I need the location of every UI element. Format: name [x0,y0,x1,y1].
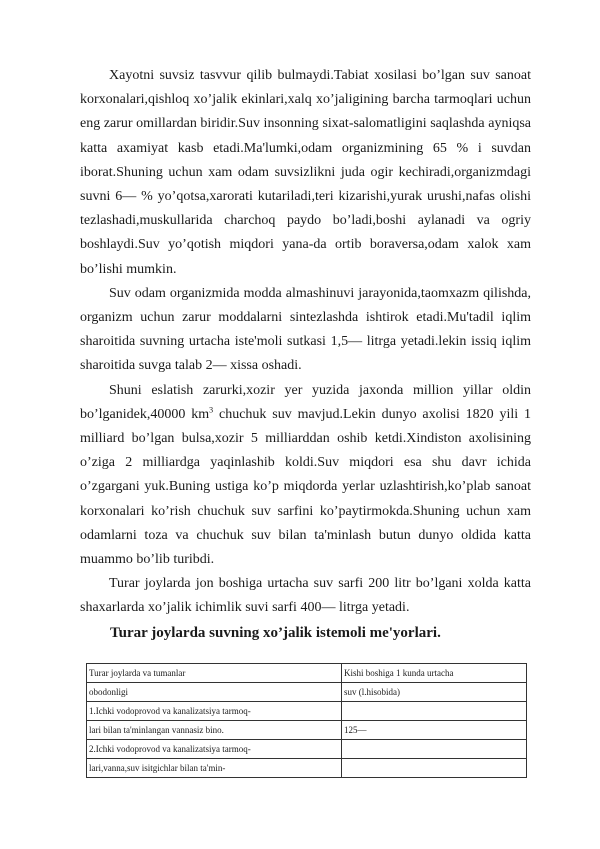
table-row [87,759,527,778]
table-cell: suv (l.hisobida) [342,683,527,702]
paragraph-3-end: chuchuk suv mavjud.Lekin dunyo axolisi 1820 yili 1 milliard bo’lgan bulsa,xozir 5 milliarddan oshib ketdi.Xindiston axolisining o’ziga 2 milliardga yaqinlashib koldi.Suv miqdori esa shu davr ichida o’zgargani yuk.Buning ustiga ko’p miqdorda yerlar uzlashtirish,ko’plab sanoat korxonalari ko’rish chuchuk suv sarfini ko’paytirmokda.Shuning uchun xam odamlarni toza va chuchuk suv bilan ta'minlash butun dunyo oldida katta muammo bo’lib turibdi. [80,406,531,568]
table-cell [342,759,527,778]
body-text [80,64,531,621]
table-cell: 1.Ichki vodoprovod va kanalizatsiya tarmoq- [87,702,342,721]
table-row [87,721,527,740]
cubic-superscript: 3 [209,405,214,415]
table-cell: 125— [342,721,527,740]
table-cell: lari,vanna,suv isitgichlar bilan ta'min- [87,759,342,778]
table-cell: Turar joylarda va tumanlar [87,664,342,683]
table-cell [342,740,527,759]
table-cell: Kishi boshiga 1 kunda urtacha [342,664,527,683]
paragraph-3 [80,379,531,573]
table-title: Turar joylarda suvning xo’jalik istemoli me'yorlari. [110,625,441,641]
paragraph-3-start: Shuni eslatish zarurki,xozir yer yuzida jaxonda million yillar oldin bo’lganidek,40000 km [80,382,531,422]
table-cell: obodonligi [87,683,342,702]
table-row [87,683,527,702]
paragraph-2: Suv odam organizmida modda almashinuvi jarayonida,taomxazm qilishda, organizm uchun zarur moddalarni sintezlashda ishtirok etadi.Mu'tadil iqlim sharoitida suvning urtacha iste'moli sutkasi 1,5— litrga yetadi.lekin issiq iqlim sharoitida suvga talab 2— xissa oshadi. [80,285,531,374]
paragraph-4: Turar joylarda jon boshiga urtacha suv sarfi 200 litr bo’lgani xolda katta shaxarlarda xo’jalik ichimlik suvi sarfi 400— litrga yetadi. [80,576,531,616]
table-row [87,740,527,759]
table-row [87,702,527,721]
paragraph-1: Xayotni suvsiz tasvvur qilib bulmaydi.Tabiat xosilasi bo’lgan suv sanoat korxonalari,qishloq xo’jalik ekinlari,xalq xo’jaligining barcha tarmoqlari uchun eng zarur omillardan biridir.Suv insonning sixat-salomatligini saqlashda ayniqsa katta axamiyat kasb etadi.Ma'lumki,odam organizmining 65 % i suvdan iborat.Shuning uchun xam odam suvsizlikni juda ogir kechiradi,organizmdagi suvni 6— % yo’qotsa,xarorati kutariladi,teri kizarishi,yurak urushi,nafas olishi tezlashadi,muskullarida charchoq paydo bo’ladi,boshi aylanadi va ogriy boshlaydi.Suv yo’qotish miqdori yana-da ortib boraversa,odam xalok xam bo’lishi mumkin. [80,68,531,277]
table-row [87,664,527,683]
table-cell: 2.Ichki vodoprovod va kanalizatsiya tarmoq- [87,740,342,759]
table-cell: lari bilan ta'minlangan vannasiz bino. [87,721,342,740]
table-cell [342,702,527,721]
water-norms-table [86,663,527,778]
